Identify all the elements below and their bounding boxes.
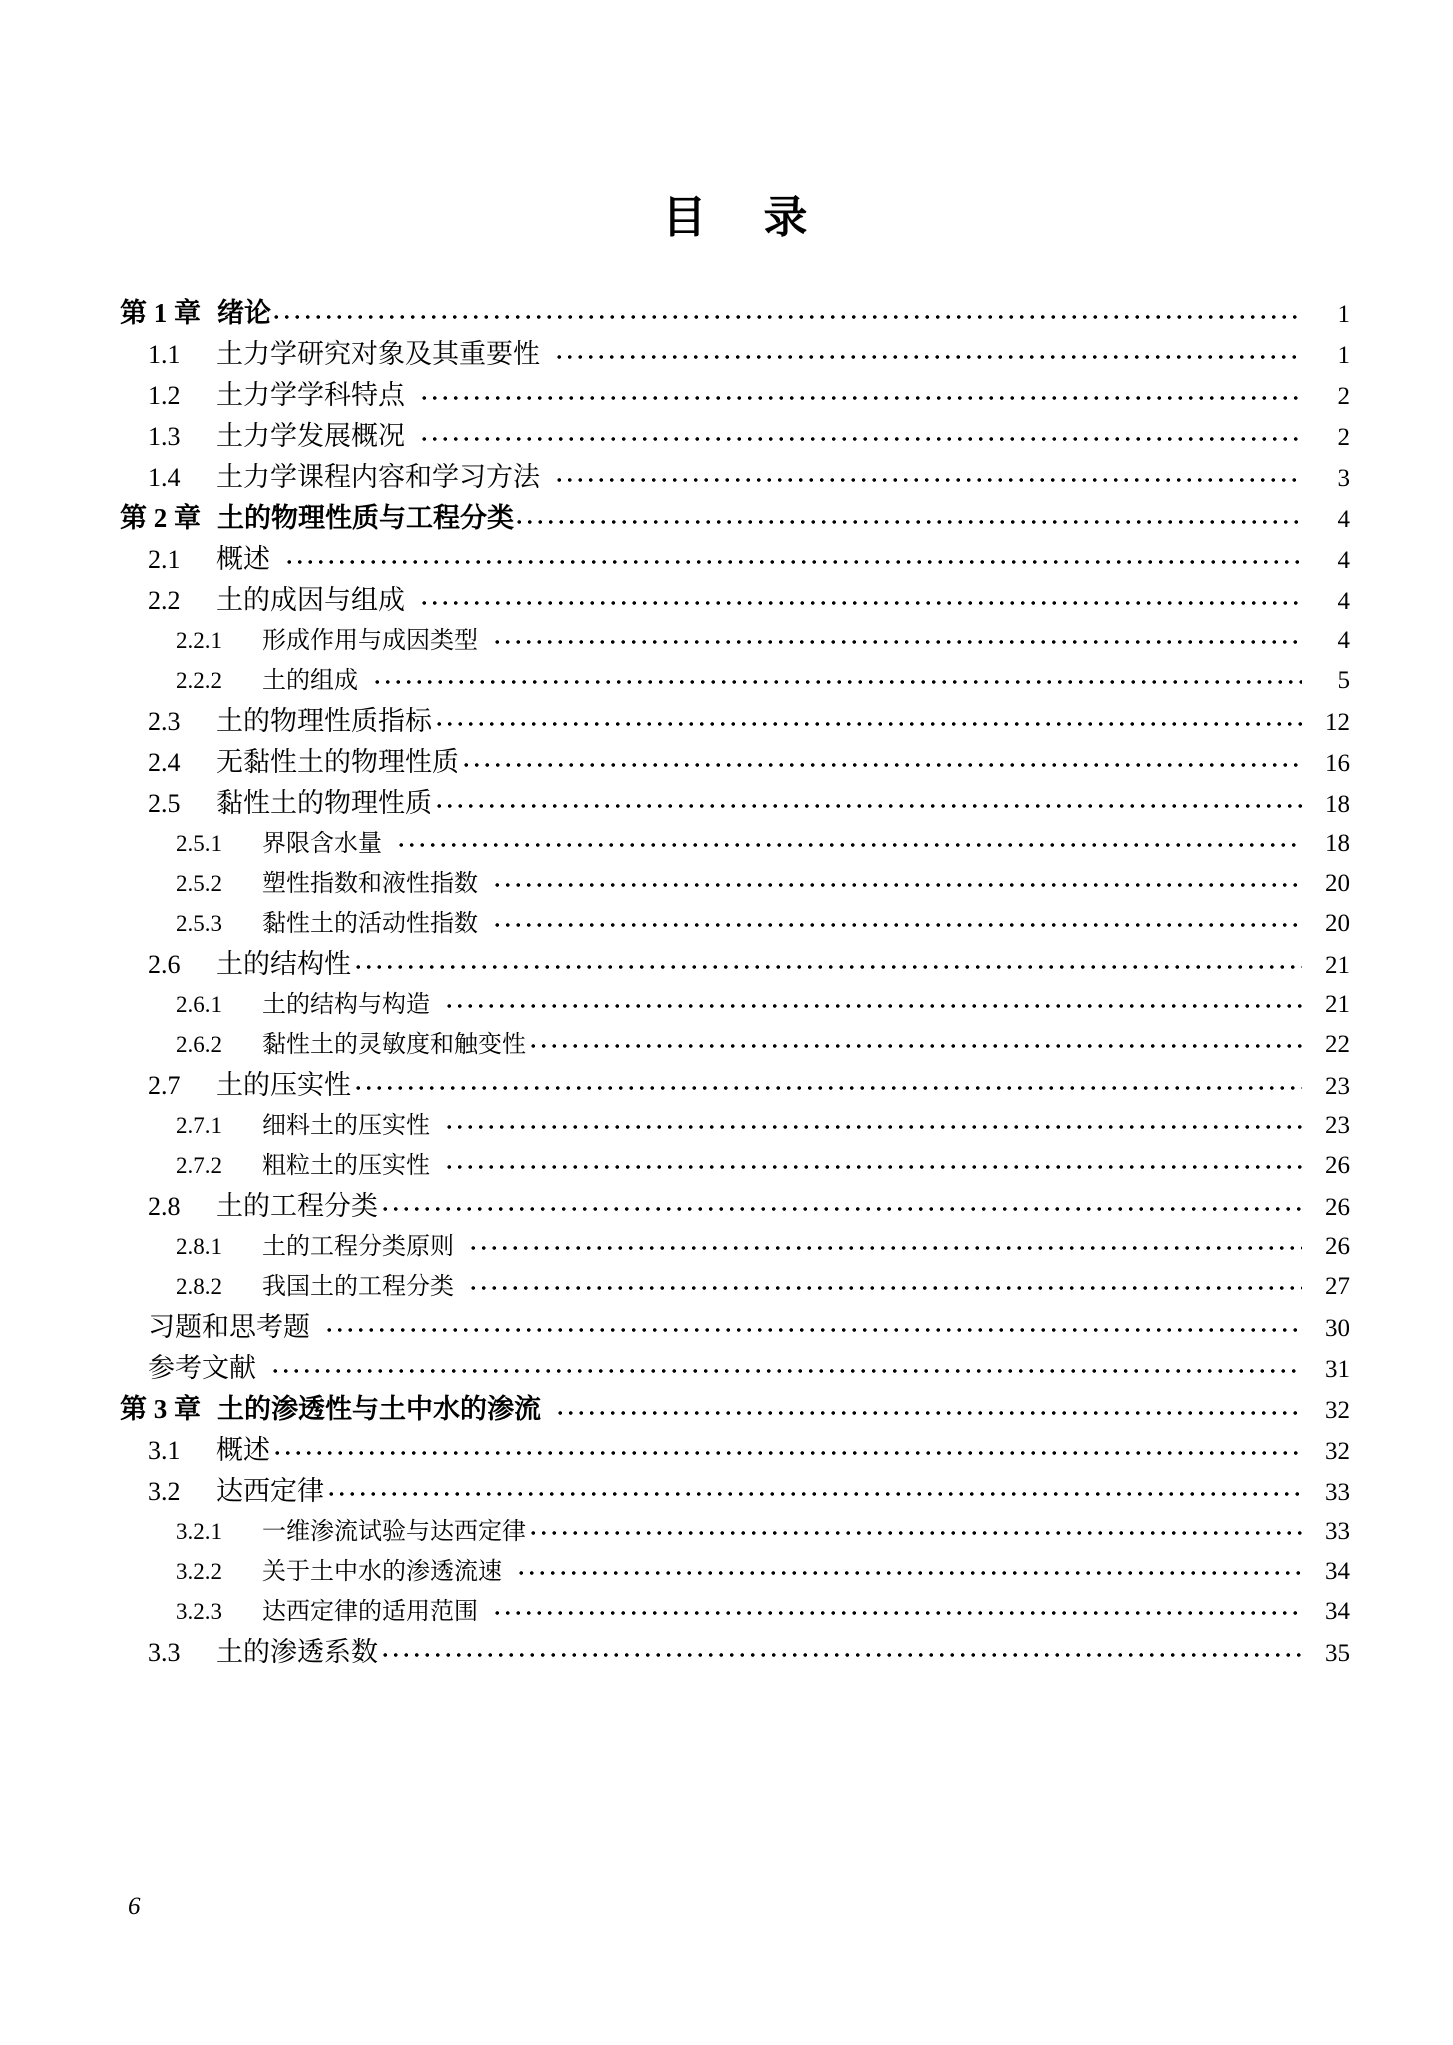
toc-entry-title: 土的物理性质指标 (216, 706, 432, 736)
toc-entry-number: 2.3 (148, 707, 181, 736)
toc-entry-page-number: 4 (1337, 588, 1350, 615)
toc-entry[interactable] (120, 1559, 1350, 1599)
toc-entry[interactable] (120, 1314, 1350, 1355)
toc-entry-number: 2.8 (148, 1192, 181, 1221)
toc-entry-page-number: 20 (1325, 910, 1350, 937)
dot-leader (444, 996, 1302, 1012)
toc-entry-page-number: 30 (1325, 1315, 1350, 1342)
toc-entry-page-number: 32 (1325, 1438, 1350, 1465)
dot-leader (419, 429, 1302, 445)
dot-leader (271, 306, 1302, 322)
toc-entry-page-number: 20 (1325, 870, 1350, 897)
toc-entry-number: 2.1 (148, 545, 181, 574)
toc-entry-page-number: 23 (1325, 1112, 1350, 1139)
toc-entry-number: 1.2 (148, 381, 181, 410)
toc-entry-title: 土的压实性 (216, 1070, 351, 1100)
toc-entry-number: 2.8.2 (176, 1274, 222, 1299)
toc-entry[interactable] (120, 1599, 1350, 1639)
dot-leader (272, 1443, 1302, 1459)
toc-entry-title: 粗粒土的压实性 (262, 1153, 430, 1179)
toc-entry-title: 土的组成 (262, 668, 358, 694)
toc-entry-title: 土力学学科特点 (216, 380, 405, 410)
dot-leader (492, 1603, 1302, 1619)
toc-entry[interactable] (120, 628, 1350, 668)
toc-entry[interactable] (120, 871, 1350, 911)
toc-entry-list (120, 300, 1350, 1680)
dot-leader (554, 470, 1302, 486)
toc-entry-number: 3.2.2 (176, 1559, 222, 1584)
toc-entry-title: 土的渗透性与土中水的渗流 (217, 1394, 541, 1424)
toc-entry-page-number: 4 (1337, 506, 1350, 533)
toc-entry-page-number: 18 (1325, 830, 1350, 857)
toc-entry[interactable] (120, 505, 1350, 546)
toc-entry-number: 2.2.1 (176, 628, 222, 653)
toc-entry-number: 2.4 (148, 748, 181, 777)
toc-entry[interactable] (120, 587, 1350, 628)
toc-entry-title: 土的工程分类 (216, 1191, 378, 1221)
toc-entry-title: 无黏性土的物理性质 (216, 747, 459, 777)
toc-entry-page-number: 5 (1337, 667, 1350, 694)
toc-entry[interactable] (120, 546, 1350, 587)
dot-leader (555, 1402, 1302, 1418)
toc-entry[interactable] (120, 1639, 1350, 1680)
dot-leader (419, 593, 1302, 609)
toc-entry[interactable] (120, 341, 1350, 382)
toc-entry-title: 土的结构性 (216, 949, 351, 979)
toc-entry-title: 界限含水量 (262, 831, 382, 857)
toc-entry-number: 2.8.1 (176, 1234, 222, 1259)
toc-entry[interactable] (120, 668, 1350, 708)
toc-entry[interactable] (120, 1234, 1350, 1274)
toc-entry-page-number: 21 (1325, 991, 1350, 1018)
toc-entry-title: 土力学发展概况 (216, 421, 405, 451)
toc-entry-number: 2.5.2 (176, 871, 222, 896)
toc-entry[interactable] (120, 1113, 1350, 1153)
dot-leader (492, 915, 1302, 931)
toc-entry[interactable] (120, 1032, 1350, 1072)
page-title-char-2: 录 (763, 193, 821, 242)
toc-entry-title: 达西定律的适用范围 (262, 1599, 478, 1625)
toc-entry-title: 黏性土的灵敏度和触变性 (262, 1032, 526, 1058)
toc-entry[interactable] (120, 708, 1350, 749)
toc-entry[interactable] (120, 1274, 1350, 1314)
toc-entry[interactable] (120, 382, 1350, 423)
toc-entry-title: 土力学课程内容和学习方法 (216, 462, 540, 492)
toc-entry-title: 土的渗透系数 (216, 1637, 378, 1667)
dot-leader (468, 1278, 1302, 1294)
toc-entry-title: 绪论 (217, 298, 271, 328)
toc-entry-number: 2.6.2 (176, 1032, 222, 1057)
dot-leader (326, 1484, 1302, 1500)
toc-entry[interactable] (120, 1355, 1350, 1396)
toc-entry[interactable] (120, 1072, 1350, 1113)
dot-leader (461, 755, 1302, 771)
toc-entry-page-number: 26 (1325, 1152, 1350, 1179)
toc-entry[interactable] (120, 1193, 1350, 1234)
toc-entry[interactable] (120, 911, 1350, 951)
toc-entry-title: 土的工程分类原则 (262, 1234, 454, 1260)
toc-entry[interactable] (120, 300, 1350, 341)
toc-entry[interactable] (120, 1153, 1350, 1193)
toc-entry-number: 2.6.1 (176, 992, 222, 1017)
toc-entry-page-number: 4 (1337, 547, 1350, 574)
toc-entry-page-number: 26 (1325, 1233, 1350, 1260)
toc-entry-number: 3.2 (148, 1477, 181, 1506)
dot-leader (492, 632, 1302, 648)
toc-entry-number: 2.5.3 (176, 911, 222, 936)
dot-leader (372, 672, 1302, 688)
toc-entry-number: 3.1 (148, 1436, 181, 1465)
page-title (0, 0, 1453, 240)
toc-entry-title: 黏性土的活动性指数 (262, 911, 478, 937)
dot-leader (380, 1645, 1302, 1661)
folio-page-number: 6 (128, 1893, 141, 1920)
dot-leader (419, 388, 1302, 404)
toc-entry[interactable] (120, 1396, 1350, 1437)
toc-entry-number: 2.2.2 (176, 668, 222, 693)
toc-entry-number: 3.3 (148, 1638, 181, 1667)
dot-leader (468, 1238, 1302, 1254)
toc-entry[interactable] (120, 1437, 1350, 1478)
toc-entry[interactable] (120, 831, 1350, 871)
toc-entry-title: 细料土的压实性 (262, 1113, 430, 1139)
toc-entry-page-number: 16 (1325, 750, 1350, 777)
toc-entry-number: 3.2.3 (176, 1599, 222, 1624)
page-title-char-1: 目 (662, 193, 720, 242)
toc-entry-page-number: 31 (1325, 1356, 1350, 1383)
toc-entry-number: 2.2 (148, 586, 181, 615)
toc-entry-page-number: 18 (1325, 791, 1350, 818)
toc-entry-title: 土力学研究对象及其重要性 (216, 339, 540, 369)
toc-entry-title: 土的结构与构造 (262, 992, 430, 1018)
toc-entry[interactable] (120, 1519, 1350, 1559)
toc-entry-title: 我国土的工程分类 (262, 1274, 454, 1300)
dot-leader (380, 1199, 1302, 1215)
toc-entry-page-number: 23 (1325, 1073, 1350, 1100)
toc-entry-number: 2.7.1 (176, 1113, 222, 1138)
toc-entry-number: 2.5 (148, 789, 181, 818)
toc-entry-number: 2.6 (148, 950, 181, 979)
toc-entry-page-number: 2 (1337, 383, 1350, 410)
toc-entry-number: 2.5.1 (176, 831, 222, 856)
dot-leader (554, 347, 1302, 363)
toc-entry-page-number: 12 (1325, 709, 1350, 736)
dot-leader (434, 796, 1302, 812)
toc-entry-page-number: 32 (1325, 1397, 1350, 1424)
toc-entry-number: 2.7 (148, 1071, 181, 1100)
toc-entry-title: 土的物理性质与工程分类 (217, 503, 514, 533)
toc-entry-page-number: 2 (1337, 424, 1350, 451)
toc-entry[interactable] (120, 464, 1350, 505)
toc-entry-title: 参考文献 (148, 1353, 256, 1383)
toc-entry-page-number: 4 (1337, 627, 1350, 654)
toc-entry-page-number: 22 (1325, 1031, 1350, 1058)
toc-entry[interactable] (120, 1478, 1350, 1519)
toc-entry[interactable] (120, 749, 1350, 790)
toc-entry-page-number: 26 (1325, 1194, 1350, 1221)
dot-leader (514, 511, 1302, 527)
toc-entry-title: 概述 (216, 1435, 270, 1465)
dot-leader (270, 1361, 1302, 1377)
toc-entry-number: 1.1 (148, 340, 181, 369)
dot-leader (434, 714, 1302, 730)
dot-leader (444, 1157, 1302, 1173)
dot-leader (284, 552, 1302, 568)
toc-entry-page-number: 21 (1325, 952, 1350, 979)
toc-entry-title: 关于土中水的渗透流速 (262, 1559, 502, 1585)
toc-entry-page-number: 1 (1337, 342, 1350, 369)
dot-leader (492, 875, 1302, 891)
toc-entry[interactable] (120, 951, 1350, 992)
toc-entry[interactable] (120, 790, 1350, 831)
toc-entry[interactable] (120, 423, 1350, 464)
toc-entry-number: 第 3 章 (120, 1394, 201, 1424)
toc-entry-number: 1.3 (148, 422, 181, 451)
toc-entry-page-number: 33 (1325, 1479, 1350, 1506)
toc-entry-page-number: 34 (1325, 1558, 1350, 1585)
dot-leader (324, 1320, 1302, 1336)
dot-leader (396, 835, 1302, 851)
toc-entry-title: 塑性指数和液性指数 (262, 871, 478, 897)
toc-entry-title: 土的成因与组成 (216, 585, 405, 615)
toc-entry-title: 黏性土的物理性质 (216, 788, 432, 818)
toc-entry-number: 2.7.2 (176, 1153, 222, 1178)
dot-leader (353, 1078, 1302, 1094)
toc-entry-page-number: 35 (1325, 1640, 1350, 1667)
toc-entry-title: 达西定律 (216, 1476, 324, 1506)
toc-entry-title: 概述 (216, 544, 270, 574)
toc-entry-number: 第 1 章 (120, 298, 201, 328)
dot-leader (444, 1117, 1302, 1133)
toc-entry-title: 一维渗流试验与达西定律 (262, 1519, 526, 1545)
dot-leader (353, 957, 1302, 973)
toc-entry-number: 1.4 (148, 463, 181, 492)
toc-entry[interactable] (120, 992, 1350, 1032)
dot-leader (516, 1563, 1302, 1579)
toc-entry-page-number: 34 (1325, 1598, 1350, 1625)
dot-leader (528, 1523, 1302, 1539)
toc-entry-page-number: 33 (1325, 1518, 1350, 1545)
dot-leader (528, 1036, 1302, 1052)
toc-entry-title: 习题和思考题 (148, 1312, 310, 1342)
toc-entry-page-number: 27 (1325, 1273, 1350, 1300)
toc-entry-title: 形成作用与成因类型 (262, 628, 478, 654)
toc-entry-number: 3.2.1 (176, 1519, 222, 1544)
toc-entry-page-number: 1 (1337, 301, 1350, 328)
toc-entry-page-number: 3 (1337, 465, 1350, 492)
toc-entry-number: 第 2 章 (120, 503, 201, 533)
